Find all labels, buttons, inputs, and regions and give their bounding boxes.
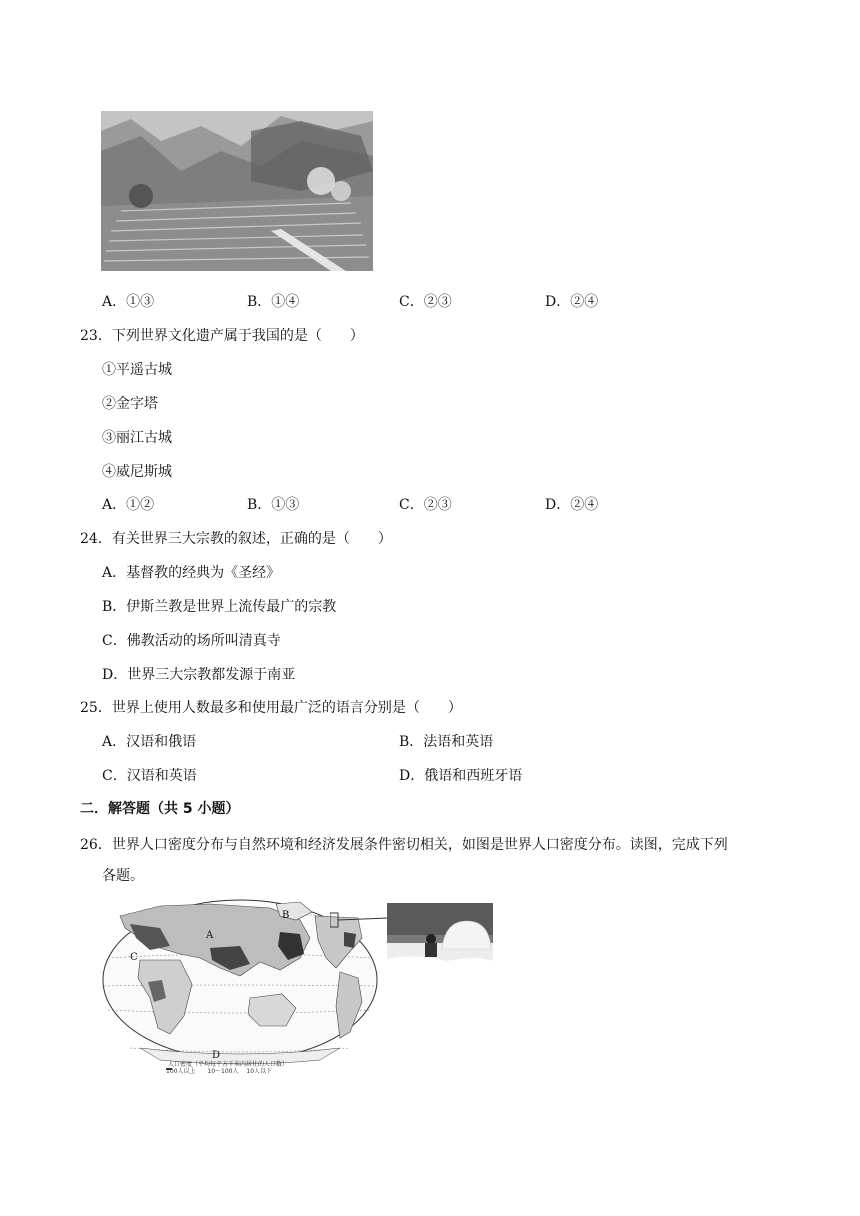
q23-item-1: ①平遥古城 bbox=[102, 362, 172, 378]
map-label-d: D bbox=[212, 1050, 221, 1061]
igloo-photo bbox=[387, 903, 493, 969]
q23-option-b[interactable]: B．①③ bbox=[247, 497, 300, 513]
q25-option-d[interactable]: D．俄语和西班牙语 bbox=[399, 768, 523, 784]
q22-option-b[interactable]: B．①④ bbox=[247, 294, 300, 310]
q22-option-a[interactable]: A．①③ bbox=[102, 294, 155, 310]
q22-options bbox=[0, 291, 860, 311]
q24-option-a[interactable]: A．基督教的经典为《圣经》 bbox=[102, 565, 281, 581]
callout-line bbox=[330, 910, 390, 930]
q25-option-b[interactable]: B．法语和英语 bbox=[399, 734, 494, 750]
q23-stem: 23．下列世界文化遗产属于我国的是（ ） bbox=[80, 328, 364, 344]
section-heading: 二．解答题（共 5 小题） bbox=[80, 801, 240, 817]
q23-option-a[interactable]: A．①② bbox=[102, 497, 155, 513]
q24-option-c[interactable]: C．佛教活动的场所叫清真寺 bbox=[102, 633, 281, 649]
legend-medium: 10～100人 bbox=[207, 1068, 239, 1075]
map-legend bbox=[166, 1066, 272, 1075]
terrace-landscape-photo bbox=[101, 111, 373, 271]
q24-stem: 24．有关世界三大宗教的叙述，正确的是（ ） bbox=[80, 531, 392, 547]
map-label-a: A bbox=[206, 930, 214, 941]
q22-option-c[interactable]: C．②③ bbox=[399, 294, 452, 310]
q23-item-2: ②金字塔 bbox=[102, 396, 158, 412]
map-label-c: C bbox=[130, 952, 138, 963]
legend-dense: 100人以上 bbox=[166, 1068, 196, 1075]
q22-option-d[interactable]: D．②④ bbox=[545, 294, 599, 310]
q23-option-c[interactable]: C．②③ bbox=[399, 497, 452, 513]
q23-item-4: ④威尼斯城 bbox=[102, 464, 172, 480]
q25-stem: 25．世界上使用人数最多和使用最广泛的语言分别是（ ） bbox=[80, 700, 462, 716]
q25-option-a[interactable]: A．汉语和俄语 bbox=[102, 734, 197, 750]
q23-item-3: ③丽江古城 bbox=[102, 430, 172, 446]
map-label-b: B bbox=[282, 910, 290, 921]
q23-options bbox=[0, 494, 860, 514]
q23-option-d[interactable]: D．②④ bbox=[545, 497, 599, 513]
q26-stem-line1: 26．世界人口密度分布与自然环境和经济发展条件密切相关，如图是世界人口密度分布。读图，完成下列 bbox=[80, 837, 728, 853]
map-legend-title: 人口密度（平均每平方千米内居住的人口数） bbox=[168, 1061, 289, 1068]
q24-option-d[interactable]: D．世界三大宗教都发源于南亚 bbox=[102, 667, 296, 683]
q26-stem-line2: 各题。 bbox=[102, 868, 144, 884]
q24-option-b[interactable]: B．伊斯兰教是世界上流传最广的宗教 bbox=[102, 599, 337, 615]
legend-sparse: 10人以下 bbox=[246, 1068, 273, 1075]
q25-option-c[interactable]: C．汉语和英语 bbox=[102, 768, 197, 784]
